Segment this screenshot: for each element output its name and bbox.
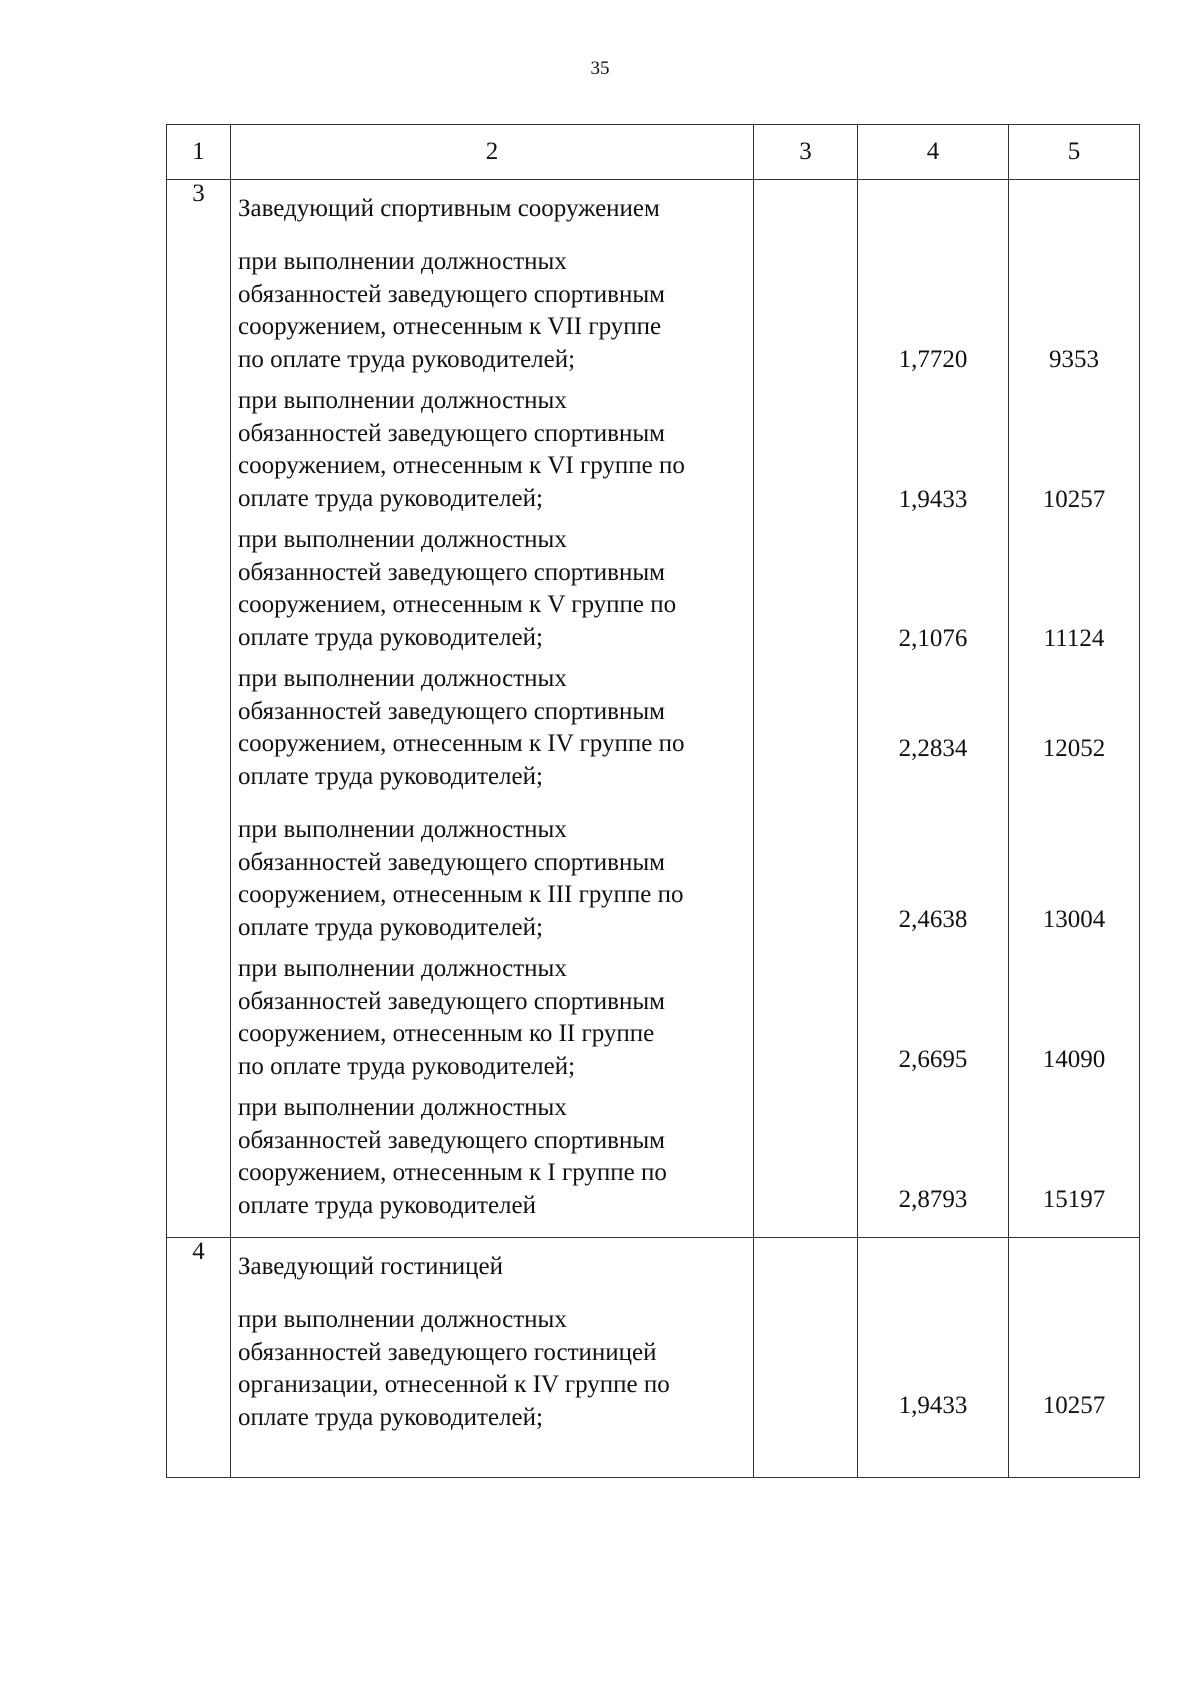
condition-line: по оплате труда руководителей; (238, 1052, 576, 1080)
condition-line: обязанностей заведующего спортивным (238, 419, 665, 447)
condition-line: сооружением, отнесенным к IV группе по (238, 730, 685, 757)
condition-block (231, 663, 753, 793)
condition-block (231, 385, 753, 515)
coefficient-value: 1,7720 (898, 346, 968, 373)
condition-line: обязанностей заведующего спортивным (238, 1126, 665, 1154)
coefficient-cell (858, 1238, 1009, 1478)
salary-cell (1009, 1238, 1140, 1478)
condition-line: обязанностей заведующего спортивным (238, 848, 665, 876)
salary-table (166, 124, 1140, 1478)
position-cell (231, 180, 754, 1238)
condition-line: при выполнении должностных (238, 1094, 567, 1121)
condition-line: по оплате труда руководителей; (238, 345, 576, 373)
coefficient-value: 2,6695 (898, 1046, 968, 1073)
condition-line: сооружением, отнесенным ко II группе (238, 1020, 655, 1047)
table-body (167, 125, 1140, 1478)
condition-line: оплате труда руководителей; (238, 762, 543, 790)
condition-line: при выполнении должностных (238, 955, 567, 982)
condition-line: сооружением, отнесенным к III группе по (238, 881, 684, 908)
condition-line: при выполнении должностных (238, 387, 567, 414)
condition-line: организации, отнесенной к IV группе по (238, 1371, 670, 1398)
coefficient-value: 2,2834 (898, 735, 968, 762)
condition-block (231, 246, 753, 376)
coefficient-value: 2,4638 (898, 906, 968, 933)
condition-block (231, 524, 753, 654)
condition-line: оплате труда руководителей; (238, 1403, 543, 1431)
salary-value: 14090 (1042, 1046, 1106, 1073)
condition-line: сооружением, отнесенным к VI группе по (238, 452, 685, 479)
condition-line: оплате труда руководителей; (238, 484, 543, 512)
salary-value: 15197 (1042, 1186, 1106, 1213)
coefficient-value: 1,9433 (898, 1392, 968, 1419)
page-number: 35 (590, 58, 610, 79)
condition-line: обязанностей заведующего спортивным (238, 558, 665, 586)
condition-line: обязанностей заведующего спортивным (238, 280, 665, 308)
condition-line: обязанностей заведующего спортивным (238, 987, 665, 1015)
salary-cell (1009, 180, 1140, 1238)
condition-block (231, 953, 753, 1083)
condition-line: при выполнении должностных (238, 665, 567, 692)
section-number: 3 (167, 180, 231, 1238)
condition-line: оплате труда руководителей; (238, 913, 543, 941)
section-row (167, 1238, 1140, 1478)
coefficient-value: 2,1076 (898, 625, 968, 652)
salary-value: 11124 (1043, 625, 1105, 652)
section-row (167, 180, 1140, 1238)
condition-line: оплате труда руководителей; (238, 623, 543, 651)
condition-line: обязанностей заведующего гостиницей (238, 1338, 657, 1366)
condition-block (231, 1092, 753, 1222)
header-cell: 2 (231, 125, 754, 180)
condition-block (231, 814, 753, 944)
empty-cell (754, 1238, 858, 1478)
condition-line: при выполнении должностных (238, 816, 567, 843)
condition-line: при выполнении должностных (238, 526, 567, 553)
section-number: 4 (167, 1238, 231, 1478)
condition-line: при выполнении должностных (238, 248, 567, 275)
salary-value: 12052 (1042, 735, 1106, 762)
salary-value: 10257 (1042, 486, 1106, 513)
condition-line: сооружением, отнесенным к VII группе (238, 313, 662, 340)
salary-value: 9353 (1049, 346, 1099, 373)
coefficient-value: 2,8793 (898, 1186, 968, 1213)
condition-line: при выполнении должностных (238, 1306, 567, 1333)
header-cell: 3 (754, 125, 858, 180)
position-title: Заведующий гостиницей (238, 1253, 503, 1280)
salary-value: 10257 (1042, 1392, 1106, 1419)
condition-line: сооружением, отнесенным к V группе по (238, 591, 677, 618)
coefficient-cell (858, 180, 1009, 1238)
condition-line: сооружением, отнесенным к I группе по (238, 1159, 667, 1186)
position-title: Заведующий спортивным сооружением (238, 195, 660, 222)
header-cell: 1 (167, 125, 231, 180)
condition-line: обязанностей заведующего спортивным (238, 697, 665, 725)
header-row (167, 125, 1140, 180)
header-cell: 4 (858, 125, 1009, 180)
header-cell: 5 (1009, 125, 1140, 180)
empty-cell (754, 180, 858, 1238)
condition-line: оплате труда руководителей (238, 1191, 536, 1219)
condition-block (231, 1304, 753, 1434)
coefficient-value: 1,9433 (898, 486, 968, 513)
position-cell (231, 1238, 754, 1478)
salary-value: 13004 (1042, 906, 1106, 933)
